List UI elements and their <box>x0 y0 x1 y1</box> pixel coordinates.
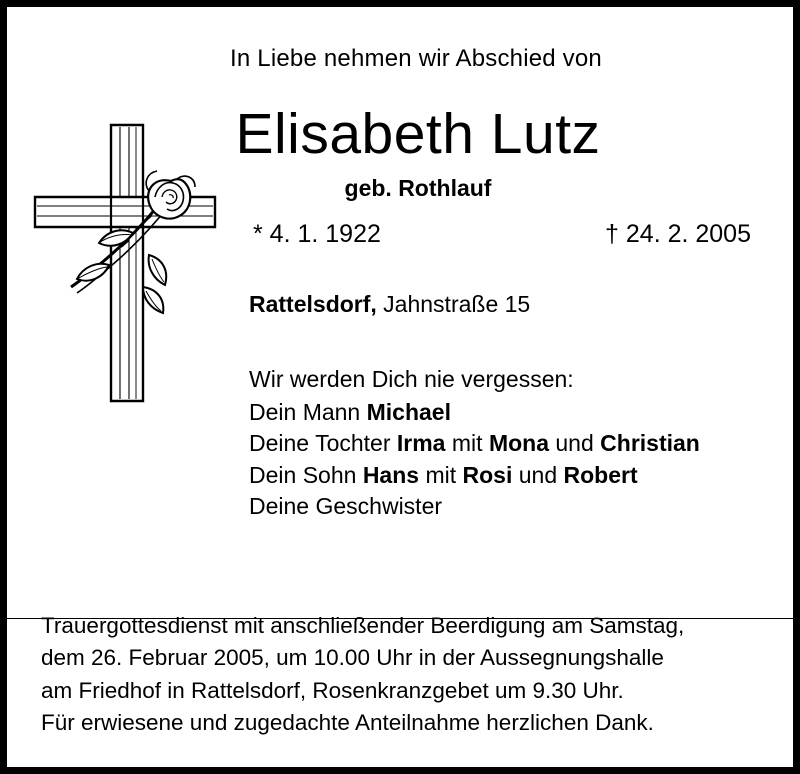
family-relation-text: mit <box>419 461 463 488</box>
maiden-name: geb. Rothlauf <box>344 174 492 201</box>
family-relation-text: und <box>512 461 564 488</box>
family-relation-text: und <box>549 430 601 457</box>
service-detail-line: Für erwiesene und zugedachte Anteilnahme herzlichen Dank. <box>41 709 654 735</box>
lead-text: In Liebe nehmen wir Abschied von <box>230 45 602 72</box>
family-line <box>249 460 767 491</box>
family-member-name: Irma <box>396 430 446 457</box>
family-line <box>249 428 767 459</box>
family-member-name: Hans <box>362 461 420 488</box>
family-lines <box>249 397 767 522</box>
address-street: Jahnstraße 15 <box>376 290 531 317</box>
deceased-name: Elisabeth Lutz <box>235 102 601 166</box>
family-member-name: Michael <box>366 399 451 426</box>
family-member-name: Robert <box>563 461 638 488</box>
death-date: † 24. 2. 2005 <box>605 219 751 248</box>
family-relation-text: Dein Mann <box>249 399 367 426</box>
family-relation-text: Dein Sohn <box>249 461 363 488</box>
birth-date: * 4. 1. 1922 <box>253 219 381 248</box>
family-relation-text: mit <box>445 430 489 457</box>
address-place: Rattelsdorf, <box>249 290 377 317</box>
family-member-name: Rosi <box>462 461 513 488</box>
service-detail-line: Trauergottesdienst mit anschließender Beerdigung am Samstag, <box>41 613 685 639</box>
family-member-name: Mona <box>488 430 549 457</box>
family-intro: Wir werden Dich nie vergessen: <box>249 365 574 392</box>
family-relation-text: Deine Tochter <box>249 430 397 457</box>
service-detail-line: dem 26. Februar 2005, um 10.00 Uhr in der Aussegnungshalle <box>41 645 664 671</box>
family-line <box>249 397 767 428</box>
cross-with-rose-icon <box>25 119 225 409</box>
obituary-inner <box>7 7 793 767</box>
family-member-name: Christian <box>600 430 700 457</box>
service-details <box>41 610 773 739</box>
family-line <box>249 491 767 522</box>
family-relation-text: Deine Geschwister <box>249 492 443 519</box>
service-detail-line: am Friedhof in Rattelsdorf, Rosenkranzgebet um 9.30 Uhr. <box>41 677 624 703</box>
